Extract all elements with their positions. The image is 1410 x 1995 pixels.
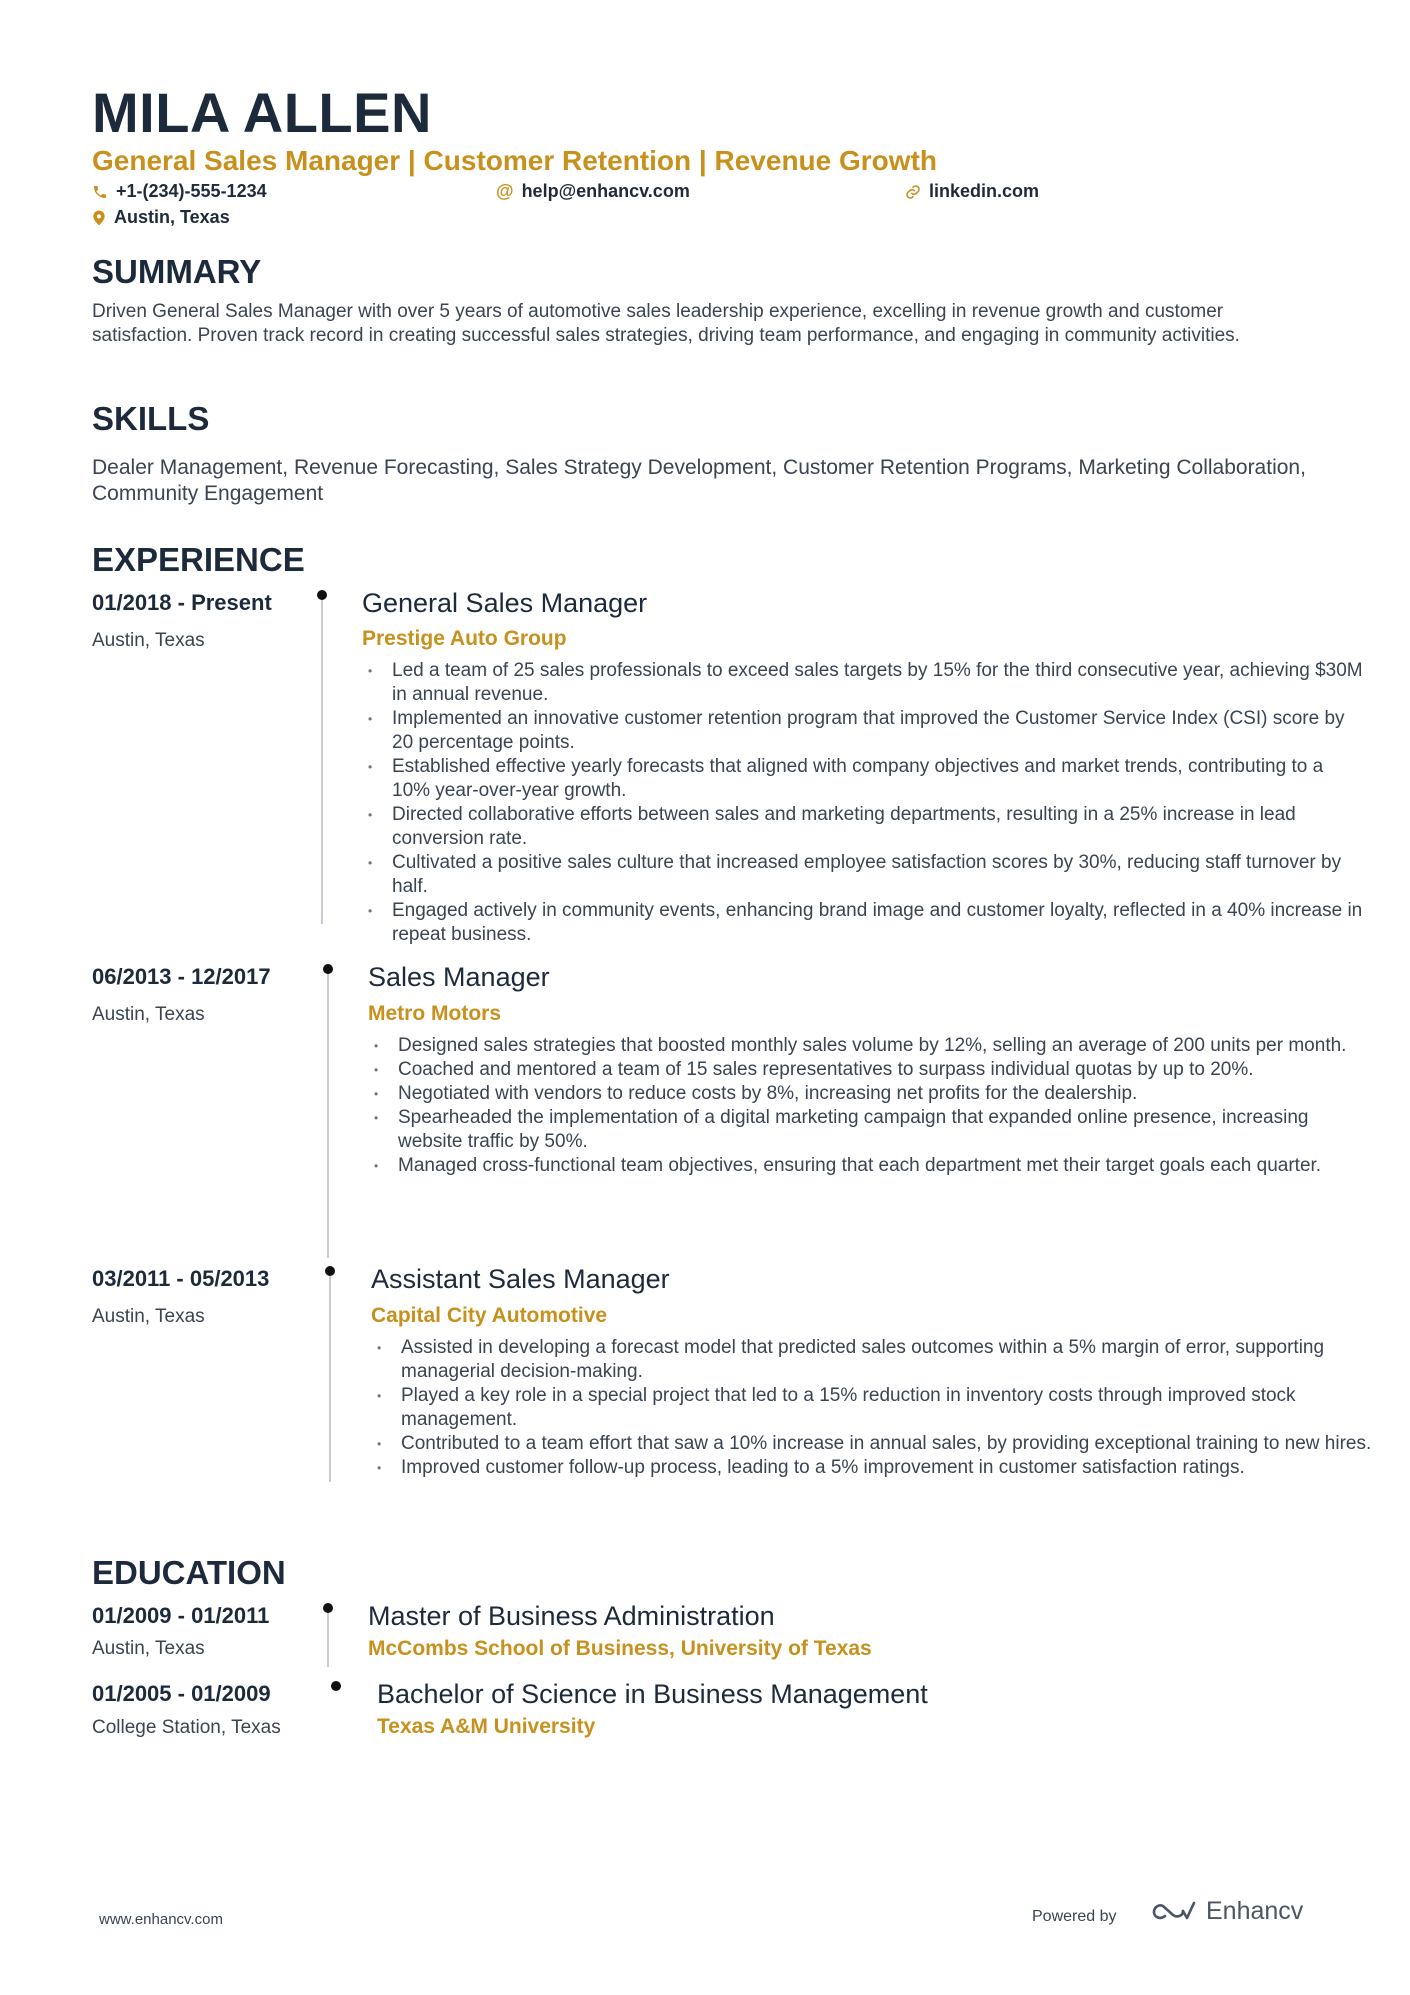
timeline-dot: [317, 590, 327, 600]
list-item: • Implemented an innovative customer retention program that improved the Customer Service Index (CSI) score by 20 percentage points.: [364, 707, 1364, 755]
job-location: Austin, Texas: [92, 630, 205, 651]
timeline-line: [321, 594, 323, 924]
candidate-name: MILA ALLEN: [92, 81, 432, 144]
skills-heading: SKILLS: [92, 400, 210, 437]
company-name: Prestige Auto Group: [362, 627, 567, 650]
timeline-dot: [331, 1681, 341, 1691]
list-item: • Contributed to a team effort that saw a 10% increase in annual sales, by providing exceptional training to new hires.: [373, 1432, 1373, 1456]
footer-url[interactable]: www.enhancv.com: [99, 1911, 223, 1928]
timeline-line: [327, 968, 329, 1258]
edu-location: College Station, Texas: [92, 1717, 281, 1738]
education-heading: EDUCATION: [92, 1554, 286, 1591]
job-dates: 03/2011 - 05/2013: [92, 1266, 270, 1291]
brand-name: Enhancv: [1206, 1897, 1304, 1925]
list-item: • Spearheaded the implementation of a digital marketing campaign that expanded online presence, increasing website traffic by 50%.: [370, 1106, 1370, 1154]
skills-text: Dealer Management, Revenue Forecasting, Sales Strategy Development, Customer Retention Programs, Marketing Collaboration, Community Engagement: [92, 456, 1306, 505]
enhancv-logo-icon: [1150, 1899, 1198, 1925]
school-name: Texas A&M University: [377, 1715, 596, 1738]
job-location: Austin, Texas: [92, 1004, 205, 1025]
location-pin-icon: [92, 210, 106, 226]
job-bullets: [370, 1034, 1370, 1178]
job-bullets: [373, 1336, 1373, 1480]
edu-dates: 01/2005 - 01/2009: [92, 1681, 271, 1706]
timeline-dot: [323, 964, 333, 974]
contact-email[interactable]: [496, 181, 690, 202]
summary-text: Driven General Sales Manager with over 5 years of automotive sales leadership experience, excelling in revenue growth and customer satisfaction. Proven track record in creating successful sales strategies, driving team performance, and engaging in community activities.: [92, 301, 1240, 346]
company-name: Capital City Automotive: [371, 1304, 608, 1327]
list-item: • Played a key role in a special project that led to a 15% reduction in inventory costs through improved stock management.: [373, 1384, 1373, 1432]
list-item: • Cultivated a positive sales culture that increased employee satisfaction scores by 30%, reducing staff turnover by half.: [364, 851, 1364, 899]
list-item: • Directed collaborative efforts between sales and marketing departments, resulting in a 25% increase in lead conversion rate.: [364, 803, 1364, 851]
list-item: • Managed cross-functional team objectives, ensuring that each department met their target goals each quarter.: [370, 1154, 1370, 1178]
link-icon: [905, 184, 921, 200]
enhancv-logo[interactable]: [1150, 1897, 1303, 1926]
job-dates: 01/2018 - Present: [92, 590, 272, 615]
timeline-dot: [323, 1603, 333, 1613]
contact-location: [92, 207, 230, 228]
powered-by: Powered by: [1032, 1908, 1117, 1925]
list-item: • Led a team of 25 sales professionals to exceed sales targets by 15% for the third consecutive year, achieving $30M in annual revenue.: [364, 659, 1364, 707]
job-bullets: [364, 659, 1364, 947]
experience-heading: EXPERIENCE: [92, 541, 305, 578]
job-title: General Sales Manager: [362, 588, 648, 618]
timeline-line: [327, 1607, 329, 1667]
timeline-line: [329, 1270, 331, 1482]
job-title: Assistant Sales Manager: [371, 1264, 670, 1294]
job-title: Sales Manager: [368, 962, 550, 992]
job-dates: 06/2013 - 12/2017: [92, 964, 271, 989]
phone-text: +1-(234)-555-1234: [116, 181, 267, 201]
timeline-dot: [325, 1266, 335, 1276]
list-item: • Designed sales strategies that boosted monthly sales volume by 12%, selling an average of 200 units per month.: [370, 1034, 1370, 1058]
degree-title: Master of Business Administration: [368, 1601, 775, 1631]
contact-website[interactable]: [905, 181, 1039, 202]
edu-dates: 01/2009 - 01/2011: [92, 1603, 270, 1628]
company-name: Metro Motors: [368, 1002, 501, 1025]
contact-phone[interactable]: [92, 181, 267, 202]
list-item: • Coached and mentored a team of 15 sales representatives to surpass individual quotas by up to 20%.: [370, 1058, 1370, 1082]
school-name: McCombs School of Business, University of Texas: [368, 1637, 872, 1660]
job-location: Austin, Texas: [92, 1306, 205, 1327]
at-icon: @: [496, 181, 514, 201]
phone-icon: [92, 184, 108, 200]
website-text: linkedin.com: [929, 181, 1040, 201]
degree-title: Bachelor of Science in Business Management: [377, 1679, 928, 1709]
list-item: • Engaged actively in community events, enhancing brand image and customer loyalty, reflected in a 40% increase in repeat business.: [364, 899, 1364, 947]
summary-heading: SUMMARY: [92, 253, 262, 290]
list-item: • Assisted in developing a forecast model that predicted sales outcomes within a 5% margin of error, supporting managerial decision-making.: [373, 1336, 1373, 1384]
list-item: • Negotiated with vendors to reduce costs by 8%, increasing net profits for the dealership.: [370, 1082, 1370, 1106]
location-text: Austin, Texas: [114, 207, 230, 227]
list-item: • Improved customer follow-up process, leading to a 5% improvement in customer satisfaction ratings.: [373, 1456, 1373, 1480]
edu-location: Austin, Texas: [92, 1638, 205, 1659]
headline: General Sales Manager | Customer Retention | Revenue Growth: [92, 145, 937, 176]
email-text: help@enhancv.com: [521, 181, 690, 201]
list-item: • Established effective yearly forecasts that aligned with company objectives and market trends, contributing to a 10% year-over-year growth.: [364, 755, 1364, 803]
